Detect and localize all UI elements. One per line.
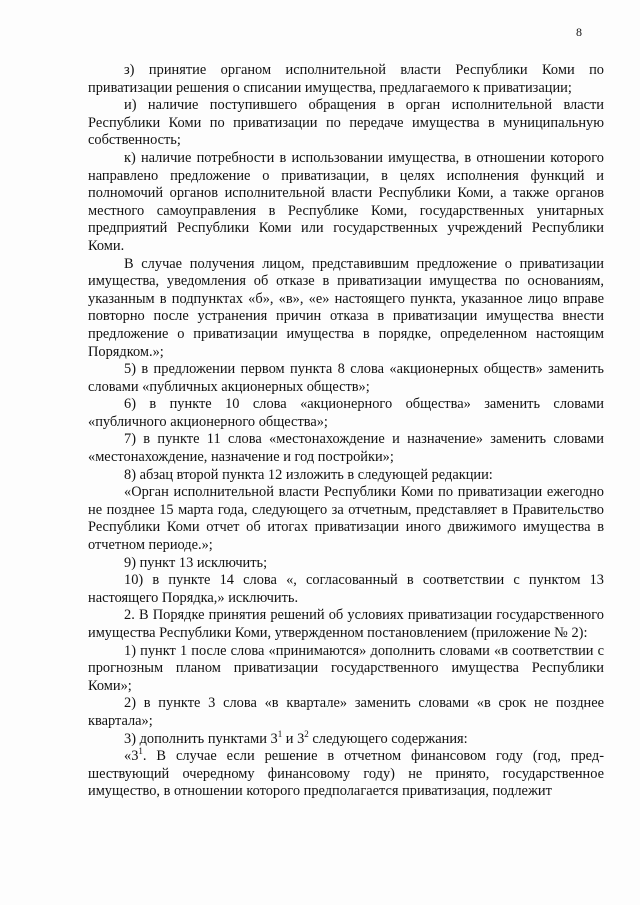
paragraph-sub-2: 2) в пункте 3 слова «в квартале» заменить словами «в срок не позднее квартала»; (88, 695, 604, 729)
superscript: 1 (277, 728, 283, 739)
paragraph-quote-report: «Орган исполнительной власти Республики Коми по приватизации ежегодно не позднее 15 марта года, следующего за отчетным, представляет в Правительство Республики Коми отчет об итогах приватизации иного движимого имущества в отчетном периоде.»; (88, 484, 604, 554)
paragraph-z: з) принятие органом исполнительной власти Республики Коми по приватизации решения о списании имущества, предлагаемого к приватизации; (88, 62, 604, 96)
text-span: следующего содержания: (308, 730, 468, 747)
paragraph-i: и) наличие поступившего обращения в орган исполнительной власти Республики Коми по приватизации по передаче имущества в муниципальную собственность; (88, 97, 604, 149)
paragraph-section-2: 2. В Порядке принятия решений об условиях приватизации государственного имущества Республики Коми, утвержденном постановлением (приложение № 2): (88, 607, 604, 641)
paragraph-k: к) наличие потребности в использовании имущества, в отношении которого направлено предложение о приватизации, в целях исполнения функций и полномочий органов исполнительной власти Республики Коми, а также органов местного самоуправления в Республике Коми, государственных унитарных предприятий Республики Коми или государственных учреждений Республики Коми. (88, 149, 604, 254)
text-span: «3 (124, 748, 139, 765)
document-body (88, 62, 604, 801)
text-span: . В случае если решение в отчетном финансовом году (год, предшествующий очередному финансовому году) не принято, государственное имущество, в отношении которого предполагается приватизация, подлежит (88, 748, 604, 800)
superscript: 2 (304, 728, 309, 739)
superscript: 1 (138, 746, 143, 757)
paragraph-item-5: 5) в предложении первом пункта 8 слова «акционерных обществ» заменить словами «публичных акционерных обществ»; (88, 361, 604, 395)
paragraph-item-10: 10) в пункте 14 слова «, согласованный в соответствии с пунктом 13 настоящего Порядка,» исключить. (88, 572, 604, 606)
paragraph-item-7: 7) в пункте 11 слова «местонахождение и назначение» заменить словами «местонахождение, назначение и год постройки»; (88, 431, 604, 466)
paragraph-sub-3 (88, 728, 604, 749)
paragraph-item-6: 6) в пункте 10 слова «акционерного общества» заменить словами «публичного акционерного общества»; (88, 396, 604, 430)
paragraph-refusal: В случае получения лицом, представившим предложение о приватизации имущества, уведомления об отказе в приватизации имущества по основаниям, указанным в подпунктах «б», «в», «е» настоящего пункта, указанное лицо вправе повторно после устранения причин отказа в приватизации имущества внести предложение о приватизации имущества в порядке, определенном настоящим Порядком.»; (88, 255, 604, 360)
page-number: 8 (576, 25, 582, 39)
text-span: и 3 (282, 730, 305, 747)
paragraph-point-3-1 (88, 748, 604, 801)
paragraph-sub-1: 1) пункт 1 после слова «принимаются» дополнить словами «в соответствии с прогнозным планом приватизации государственного имущества Республики Коми»; (88, 642, 604, 694)
text-span: 3) дополнить пунктами 3 (124, 730, 278, 747)
paragraph-item-9: 9) пункт 13 исключить; (124, 554, 268, 571)
paragraph-item-8: 8) абзац второй пункта 12 изложить в следующей редакции: (124, 466, 493, 483)
